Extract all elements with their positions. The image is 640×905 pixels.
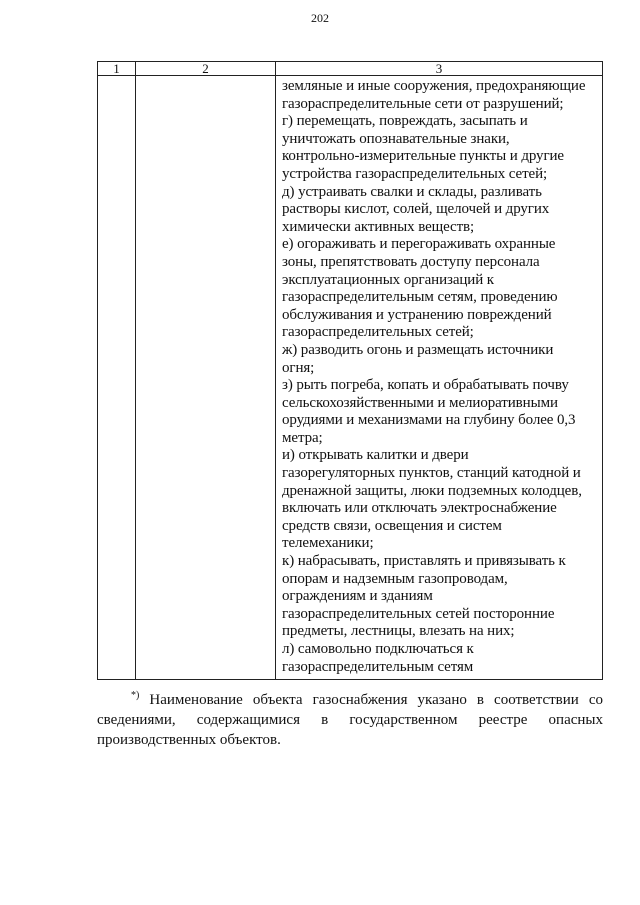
text-line: газораспределительным сетям, проведению xyxy=(282,289,558,306)
table-header-row xyxy=(98,62,603,76)
column-header-2: 2 xyxy=(136,62,276,76)
text-line: телемеханики; xyxy=(282,535,374,552)
footnote-line xyxy=(97,690,603,710)
text-line: газораспределительных сетей; xyxy=(282,324,474,341)
text-line: огня; xyxy=(282,359,315,376)
text-line: химически активных веществ; xyxy=(282,218,475,235)
text-line: контрольно-измерительные пункты и другие xyxy=(282,148,564,165)
restrictions-text xyxy=(276,76,602,676)
page-number: 202 xyxy=(311,11,329,25)
text-line: ж) разводить огонь и размещать источники xyxy=(282,341,554,358)
text-line: обслуживания и устранению повреждений xyxy=(282,306,552,323)
text-line: предметы, лестницы, влезать на них; xyxy=(282,623,515,640)
column-header-3: 3 xyxy=(276,62,603,76)
text-line: ограждениям и зданиям xyxy=(282,588,433,605)
footnote-line: сведениями, содержащимися в государственном реестре опасных xyxy=(97,712,603,728)
text-line: л) самовольно подключаться к xyxy=(282,641,474,657)
text-line: орудиями и механизмами на глубину более 0,3 xyxy=(282,412,576,429)
text-line: метра; xyxy=(282,429,323,446)
text-line: и) открывать калитки и двери xyxy=(282,447,469,464)
text-line: газораспределительных сетей посторонние xyxy=(282,605,555,622)
text-line: средств связи, освещения и систем xyxy=(282,517,502,534)
footnote-text-line: Наименование объекта газоснабжения указано в соответствии со xyxy=(149,692,603,708)
text-line: опорам и надземным газопроводам, xyxy=(282,570,508,587)
column-header-1: 1 xyxy=(98,62,136,76)
requirements-table xyxy=(97,61,603,680)
footnote-line: производственных объектов. xyxy=(97,732,281,748)
text-line: дренажной защиты, люки подземных колодцев, xyxy=(282,482,582,499)
text-line: з) рыть погреба, копать и обрабатывать почву xyxy=(282,377,569,394)
text-line: газораспределительным сетям xyxy=(282,658,474,675)
text-line: устройства газораспределительных сетей; xyxy=(282,165,548,182)
table-row xyxy=(98,76,603,680)
text-line: д) устраивать свалки и склады, разливать xyxy=(282,183,542,200)
footnote-mark: *) xyxy=(131,690,140,701)
text-line: включать или отключать электроснабжение xyxy=(282,500,557,517)
text-line: зоны, препятствовать доступу персонала xyxy=(282,253,540,270)
text-line: сельскохозяйственными и мелиоративными xyxy=(282,394,558,411)
text-line: растворы кислот, солей, щелочей и других xyxy=(282,201,550,218)
text-line: земляные и иные сооружения, предохраняющие xyxy=(282,78,586,94)
cell-column-3 xyxy=(276,76,603,680)
cell-column-1 xyxy=(98,76,136,680)
text-line: газорегуляторных пунктов, станций катодной и xyxy=(282,465,581,482)
text-line: е) огораживать и перегораживать охранные xyxy=(282,236,556,253)
text-line: эксплуатационных организаций к xyxy=(282,271,494,288)
footnote xyxy=(97,690,603,750)
cell-column-2 xyxy=(136,76,276,680)
text-line: уничтожать опознавательные знаки, xyxy=(282,130,510,147)
text-line: к) набрасывать, приставлять и привязывать к xyxy=(282,553,566,570)
text-line: газораспределительные сети от разрушений; xyxy=(282,95,564,112)
text-line: г) перемещать, повреждать, засыпать и xyxy=(282,113,528,130)
